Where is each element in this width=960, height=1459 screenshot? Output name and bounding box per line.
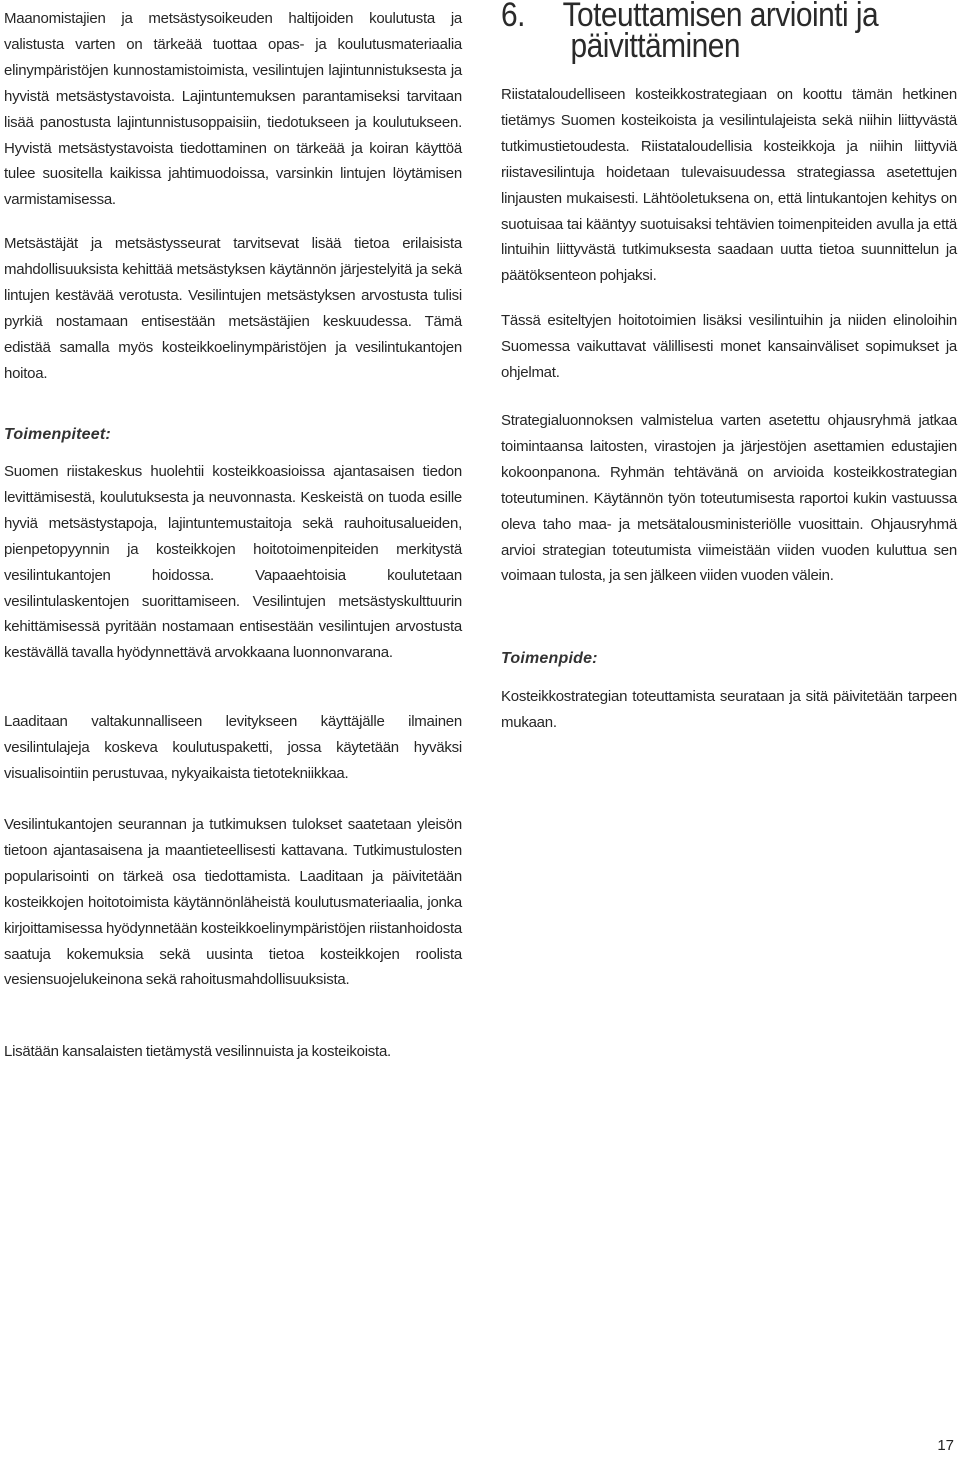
intro-paragraph-2: Metsästäjät ja metsästysseurat tarvitsevat lisää tietoa erilaisista mahdollisuuksista kehittää metsästyksen käytännön järjestelyitä ja sekä lintujen kestävää verotusta. Vesilintujen metsästyksen arvostusta tulisi pyrkiä nostamaan entisestään metsästäjien keskuudessa. Tämä edistää samalla myös kosteikkoelinympäristöjen ja vesilintukantojen hoitoa.	[4, 235, 462, 382]
evaluation-paragraph-1: Riistataloudelliseen kosteikkostrategiaan on koottu tämän hetkinen tietämys Suomen kosteikoista ja vesilintulajeista sekä niihin liittyvästä tutkimustietoudesta. Riistataloudellisia kosteikkoja ja niihin liittyviä riistavesilintuja hoidetaan tulevaisuudessa strategiassa asetettujen linjausten mukaisesti. Lähtöoletuksena on, että lintukantojen kehitys on suotuisaa tai kääntyy suotuisaksi tehtävien toimenpiteiden avulla ja että lintuihin liittyvästä tutkimuksesta saadaan uutta tietoa suunnittelun ja päätöksenteon pohjaksi.	[501, 86, 957, 285]
page-number: 17	[937, 1437, 954, 1454]
measure-paragraph: Kosteikkostrategian toteuttamista seurataan ja sitä päivitetään tarpeen mukaan.	[501, 688, 957, 731]
measure-paragraph-3: Vesilintukantojen seurannan ja tutkimuksen tulokset saatetaan yleisön tietoon ajantasaisena ja maantieteellisesti kattavana. Tutkimustulosten popularisointi on tärkeä osa tiedottamista. Laaditaan ja päivitetään kosteikkojen hoitotoimista käytännönläheistä koulutusmateriaalia, jonka kirjoittamisessa hyödynnetään kosteikkoelinympäristöjen riistanhoidosta saatuja kokemuksia sekä uusinta tietoa kosteikkojen roolista vesiensuojelukeinona sekä rahoitusmahdollisuuksista.	[4, 816, 462, 989]
measure-paragraph-2: Laaditaan valtakunnalliseen levitykseen käyttäjälle ilmainen vesilintulajeja koskeva koulutuspaketti, jossa käytetään hyväksi visualisointiin perustuvaa, nykyaikaista tietotekniikkaa.	[4, 713, 462, 782]
section-title-line1: Toteuttamisen arviointi ja	[562, 0, 879, 34]
evaluation-paragraph-2: Tässä esiteltyjen hoitotoimien lisäksi vesilintuihin ja niiden elinoloihin Suomessa vaikuttavat välillisesti monet kansainväliset sopimukset ja ohjelmat.	[501, 312, 957, 381]
measure-subheading: Toimenpide:	[501, 650, 598, 667]
section-title-line2: päivittäminen	[570, 27, 740, 65]
measures-subheading: Toimenpiteet:	[4, 426, 111, 443]
measure-paragraph-4: Lisätään kansalaisten tietämystä vesilinnuista ja kosteikoista.	[4, 1043, 391, 1060]
evaluation-paragraph-3: Strategialuonnoksen valmistelua varten asetettu ohjausryhmä jatkaa toimintaansa laitosten, virastojen ja järjestöjen asettamien edustajien kokoonpanona. Ryhmän tehtävänä on arvioida kosteikkostrategian toteutuminen. Käytännön työn toteutumisesta raportoi kukin vastuussa oleva taho maa- ja metsätalousministeriölle vuosittain. Ohjausryhmä arvioi strategian toteutumista viimeistään viiden vuoden kuluttua sen voimaan tulosta, ja sen jälkeen viiden vuoden välein.	[501, 412, 957, 585]
intro-paragraph-1: Maanomistajien ja metsästysoikeuden haltijoiden koulutusta ja valistusta varten on tärkeää tuottaa opas- ja koulutusmateriaalia elinympäristöjen kunnostamistoimista, vesilintujen lajintunnistuksesta ja hyvistä metsästystavoista. Lajintuntemuksen parantamiseksi tarvitaan lisää panostusta lajintunnistusoppaisiin, tiedotukseen ja koulutukseen. Hyvistä metsästystavoista tiedottaminen on tärkeää ja koiran käyttöä tulee suositella kaikissa jahtimuodoissa, varsinkin lintujen löytämisen varmistamisessa.	[4, 10, 462, 209]
section-heading	[501, 0, 879, 65]
section-number: 6.	[501, 0, 525, 34]
measure-paragraph-1: Suomen riistakeskus huolehtii kosteikkoasioissa ajantasaisen tiedon levittämisestä, koulutuksesta ja neuvonnasta. Keskeistä on tuoda esille hyviä metsästystapoja, lajintuntemustaitoja sekä rauhoitusalueiden, pienpetopyynnin ja kosteikkojen hoitotoimenpiteiden merkitystä vesilintukantojen hoidossa. Vapaaehtoisia koulutetaan vesilintulaskentojen suorittamiseen. Vesilintujen metsästyskulttuurin kehittämisessä pyritään nostamaan entisestään vesilintujen arvostusta kestävällä tavalla hyödynnettävä arvokkaana luonnonvarana.	[4, 463, 462, 662]
